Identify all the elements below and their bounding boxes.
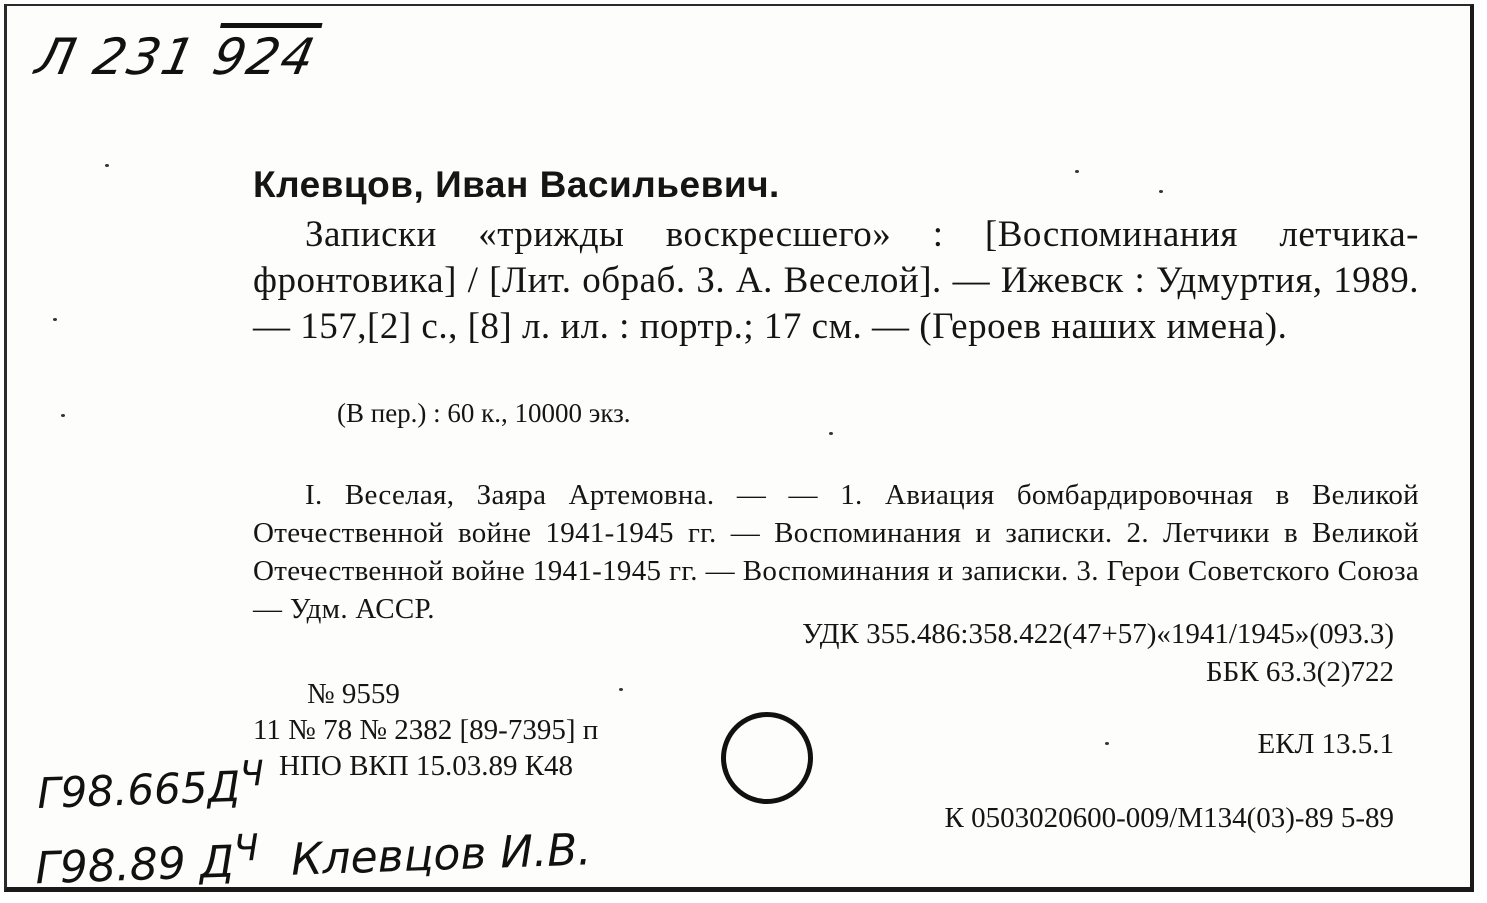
handwritten-shelfmark xyxy=(31,28,322,86)
scan-speck xyxy=(1105,742,1109,745)
scan-speck xyxy=(53,318,57,321)
scan-speck xyxy=(105,164,109,167)
scan-speck xyxy=(1075,170,1079,173)
note-line1-sup: Ч xyxy=(239,754,265,795)
handwritten-note-1 xyxy=(36,754,265,818)
note-line1: Г98.665Д xyxy=(36,761,242,818)
imprint-line-1: 11 № 78 № 2382 [89-7395] п xyxy=(253,714,599,746)
bibliographic-description: Записки «трижды воскресшего» : [Воспоминания летчика-фронтовика] / [Лит. обраб. З. А. Веселой]. — Ижевск : Удмуртия, 1989. — 157,[2] с., [8] л. ил. : портр.; 17 см. — (Героев наших имена). xyxy=(253,214,1419,347)
scan-speck xyxy=(1159,190,1163,193)
scan-speck xyxy=(619,688,623,691)
handwritten-note-2 xyxy=(34,814,592,894)
shelfmark-right: 924 xyxy=(207,28,322,86)
k-code: К 0503020600-009/М134(03)-89 5-89 xyxy=(944,802,1394,834)
note-name: Клевцов И.В. xyxy=(290,823,593,886)
udk-code: УДК 355.486:358.422(47+57)«1941/1945»(093.3) xyxy=(802,618,1394,650)
shelfmark-left: Л 231 xyxy=(30,28,203,86)
scan-speck xyxy=(829,432,833,435)
catalog-card xyxy=(4,4,1474,895)
punched-hole xyxy=(721,712,813,804)
note-line2: Г98.89 Д xyxy=(34,836,235,895)
note-line2-sup: Ч xyxy=(232,825,260,870)
author-heading: Клевцов, Иван Васильевич. xyxy=(253,164,780,205)
bbk-code: ББК 63.3(2)722 xyxy=(1206,656,1394,688)
price-line: (В пер.) : 60 к., 10000 экз. xyxy=(337,398,631,428)
scan-speck xyxy=(61,414,65,417)
imprint-line-2: НПО ВКП 15.03.89 К48 xyxy=(279,750,574,782)
subject-tracings: I. Веселая, Заяра Артемовна. — — 1. Авиация бомбардировочная в Великой Отечественной войне 1941-1945 гг. — Воспоминания и записки. 2. Летчики в Великой Отечественной войне 1941-1945 гг. — Воспоминания и записки. 3. Герои Советского Союза — Удм. АССР. xyxy=(253,479,1419,625)
card-number: № 9559 xyxy=(307,678,400,710)
ekl-code: ЕКЛ 13.5.1 xyxy=(1257,728,1394,760)
